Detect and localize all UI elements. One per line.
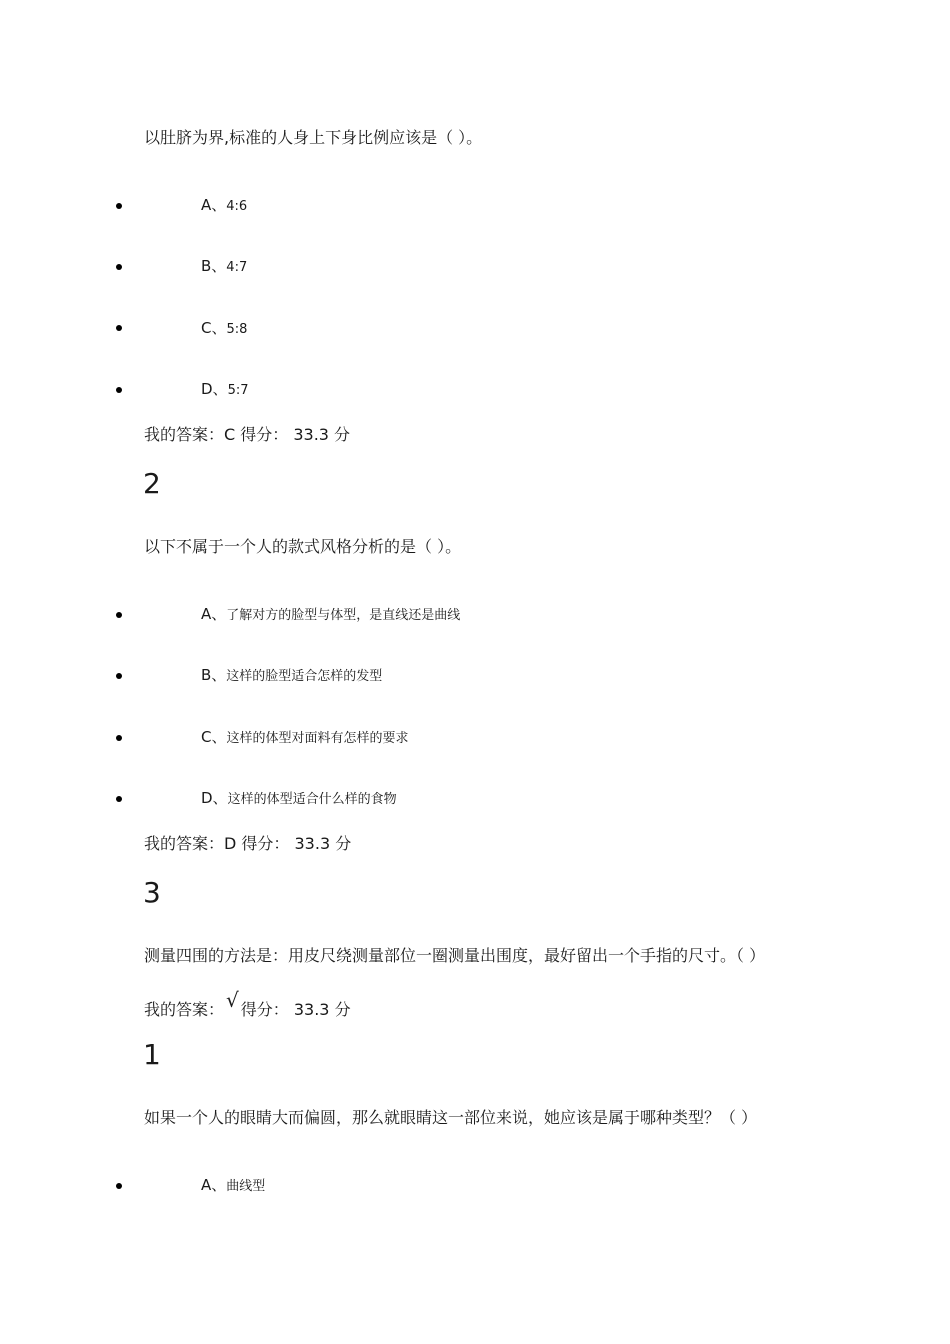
question-4-text: 如果一个人的眼睛大而偏圆，那么就眼睛这一部位来说，她应该是属于哪种类型？（ ） bbox=[144, 1108, 758, 1127]
question-3-text: 测量四围的方法是：用皮尺绕测量部位一圈测量出围度，最好留出一个手指的尺寸。（ ） bbox=[144, 946, 766, 965]
my-answer: 我的答案：D 得分： 33.3 分 bbox=[144, 834, 352, 853]
question-number: 2 bbox=[143, 467, 161, 500]
option-text: 4:7 bbox=[226, 260, 248, 275]
option-letter: B、 bbox=[201, 666, 227, 684]
my-answer: 我的答案：C 得分： 33.3 分 bbox=[144, 425, 351, 444]
option-letter: D、 bbox=[201, 789, 228, 807]
option-d[interactable] bbox=[201, 788, 397, 810]
question-2-text: 以下不属于一个人的款式风格分析的是（ ）。 bbox=[144, 537, 462, 556]
option-letter: C、 bbox=[201, 319, 227, 337]
bullet-icon bbox=[116, 735, 122, 741]
option-c[interactable] bbox=[201, 318, 247, 340]
option-text: 4:6 bbox=[226, 199, 248, 214]
my-answer bbox=[144, 988, 351, 1020]
option-text: 5:8 bbox=[226, 322, 248, 337]
bullet-icon bbox=[116, 203, 122, 209]
option-a[interactable] bbox=[201, 1175, 265, 1197]
question-1-text: 以肚脐为界,标准的人身上下身比例应该是（ ）。 bbox=[144, 128, 483, 147]
option-letter: A、 bbox=[201, 1176, 227, 1194]
option-letter: C、 bbox=[201, 728, 227, 746]
option-b[interactable] bbox=[201, 256, 247, 278]
option-letter: A、 bbox=[201, 605, 227, 623]
check-mark-icon: √ bbox=[226, 988, 239, 1012]
answer-prefix: 我的答案： bbox=[144, 1000, 225, 1019]
bullet-icon bbox=[116, 796, 122, 802]
option-c[interactable] bbox=[201, 727, 409, 749]
option-a[interactable] bbox=[201, 195, 247, 217]
option-d[interactable] bbox=[201, 379, 248, 401]
question-number: 1 bbox=[143, 1038, 161, 1071]
answer-score: 得分： 33.3 分 bbox=[240, 1000, 351, 1019]
option-b[interactable] bbox=[201, 665, 382, 687]
bullet-icon bbox=[116, 325, 122, 331]
option-text: 这样的体型适合什么样的食物 bbox=[227, 792, 397, 807]
option-text: 这样的脸型适合怎样的发型 bbox=[226, 669, 383, 684]
option-text: 曲线型 bbox=[226, 1179, 266, 1194]
option-letter: B、 bbox=[201, 257, 227, 275]
option-letter: D、 bbox=[201, 380, 228, 398]
bullet-icon bbox=[116, 264, 122, 270]
bullet-icon bbox=[116, 387, 122, 393]
option-text: 了解对方的脸型与体型，是直线还是曲线 bbox=[226, 608, 461, 623]
bullet-icon bbox=[116, 612, 122, 618]
option-text: 5:7 bbox=[227, 383, 249, 398]
question-number: 3 bbox=[143, 876, 161, 909]
option-a[interactable] bbox=[201, 604, 460, 626]
option-text: 这样的体型对面料有怎样的要求 bbox=[226, 731, 409, 746]
bullet-icon bbox=[116, 673, 122, 679]
option-letter: A、 bbox=[201, 196, 227, 214]
bullet-icon bbox=[116, 1183, 122, 1189]
